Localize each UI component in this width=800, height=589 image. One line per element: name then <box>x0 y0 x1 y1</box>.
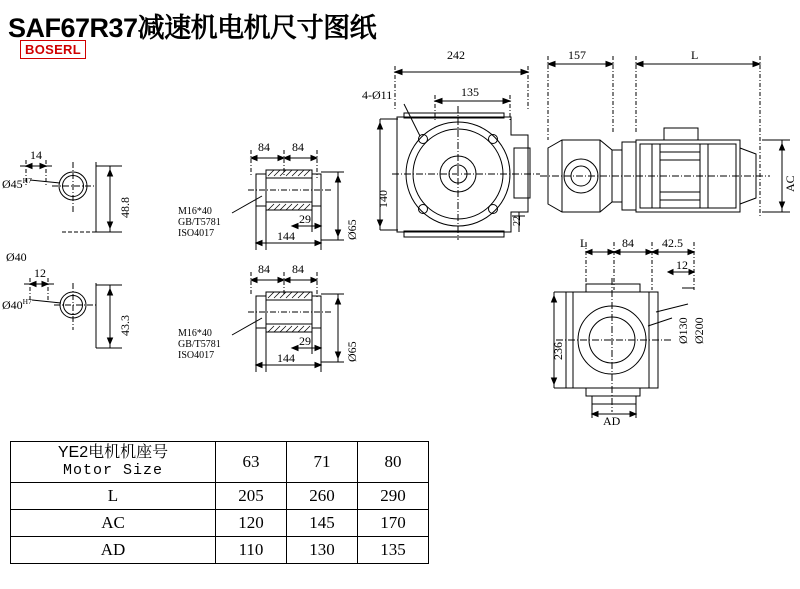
dim-label-144: 144 <box>277 229 295 243</box>
dim-label-flat-40: Ø40 <box>6 250 27 264</box>
dim-label-12: 12 <box>34 266 46 280</box>
table-row <box>11 482 429 509</box>
table-cell: 120 <box>216 509 287 536</box>
dim-label-22: 22 <box>512 216 523 226</box>
dim-label-od-65-2: Ø65 <box>345 341 359 362</box>
table-cell: 290 <box>358 482 429 509</box>
dim-label-L-bottom: L <box>580 236 588 250</box>
dim-label-140: 140 <box>376 190 390 208</box>
dim-label-84-bottom: 84 <box>622 236 634 250</box>
table-row-label: L <box>11 482 216 509</box>
table-header-size: 63 <box>216 442 287 483</box>
motor-size-table <box>10 441 429 564</box>
table-header-motor-size: YE2电机机座号 Motor Size <box>11 442 216 483</box>
table-row-label: AC <box>11 509 216 536</box>
bolt-spec2-line3: ISO4017 <box>178 350 215 361</box>
table-cell: 205 <box>216 482 287 509</box>
table-header-size: 80 <box>358 442 429 483</box>
table-cell: 260 <box>287 482 358 509</box>
brand-logo: BOSERL <box>20 40 86 59</box>
table-row <box>11 509 429 536</box>
dim-label-84-b: 84 <box>292 140 304 154</box>
dim-label-12-bottom: 12 <box>676 258 688 272</box>
dim-label-flange-200: Ø200 <box>692 317 706 344</box>
dim-label-bore-45: $Ø45^{H7}$ <box>2 176 32 191</box>
table-row <box>11 536 429 563</box>
bolt-spec2-line2: GB/T5781 <box>178 339 221 350</box>
dim-label-236: 236 <box>551 342 565 360</box>
dim-label-84-a2: 84 <box>258 262 270 276</box>
dim-label-135: 135 <box>461 85 479 99</box>
dim-label-42-5: 42.5 <box>662 236 683 250</box>
dim-label-4-hole: 4-Ø11 <box>362 88 393 102</box>
table-cell: 110 <box>216 536 287 563</box>
table-cell: 170 <box>358 509 429 536</box>
dim-label-od-65: Ø65 <box>345 219 359 240</box>
dim-label-48-8: 48.8 <box>118 197 132 218</box>
dim-label-L: L <box>691 48 699 62</box>
table-row <box>11 442 429 483</box>
table-header-size: 71 <box>287 442 358 483</box>
dim-label-84-b2: 84 <box>292 262 304 276</box>
bolt-spec-line2: GB/T5781 <box>178 217 221 228</box>
bolt-spec-line3: ISO4017 <box>178 228 215 239</box>
bolt-spec-line1: M16*40 <box>178 206 212 217</box>
dim-label-242: 242 <box>447 48 465 62</box>
dim-label-43-3: 43.3 <box>118 315 132 336</box>
page-title: SAF67R37减速机电机尺寸图纸 <box>8 13 377 43</box>
dim-label-14: 14 <box>30 148 42 162</box>
dim-label-157: 157 <box>568 48 586 62</box>
table-cell: 130 <box>287 536 358 563</box>
dim-label-AC: AC <box>783 175 797 192</box>
dim-label-AD: AD <box>603 414 621 428</box>
bolt-spec2-line1: M16*40 <box>178 328 212 339</box>
dim-label-bore-40: $Ø40^{H7}$ <box>2 297 32 312</box>
dim-label-29: 29 <box>299 212 311 226</box>
table-row-label: AD <box>11 536 216 563</box>
dim-label-29-2: 29 <box>299 334 311 348</box>
dim-label-84-a: 84 <box>258 140 270 154</box>
dim-label-flange-130: Ø130 <box>676 317 690 344</box>
dim-label-144-2: 144 <box>277 351 295 365</box>
table-cell: 135 <box>358 536 429 563</box>
table-cell: 145 <box>287 509 358 536</box>
